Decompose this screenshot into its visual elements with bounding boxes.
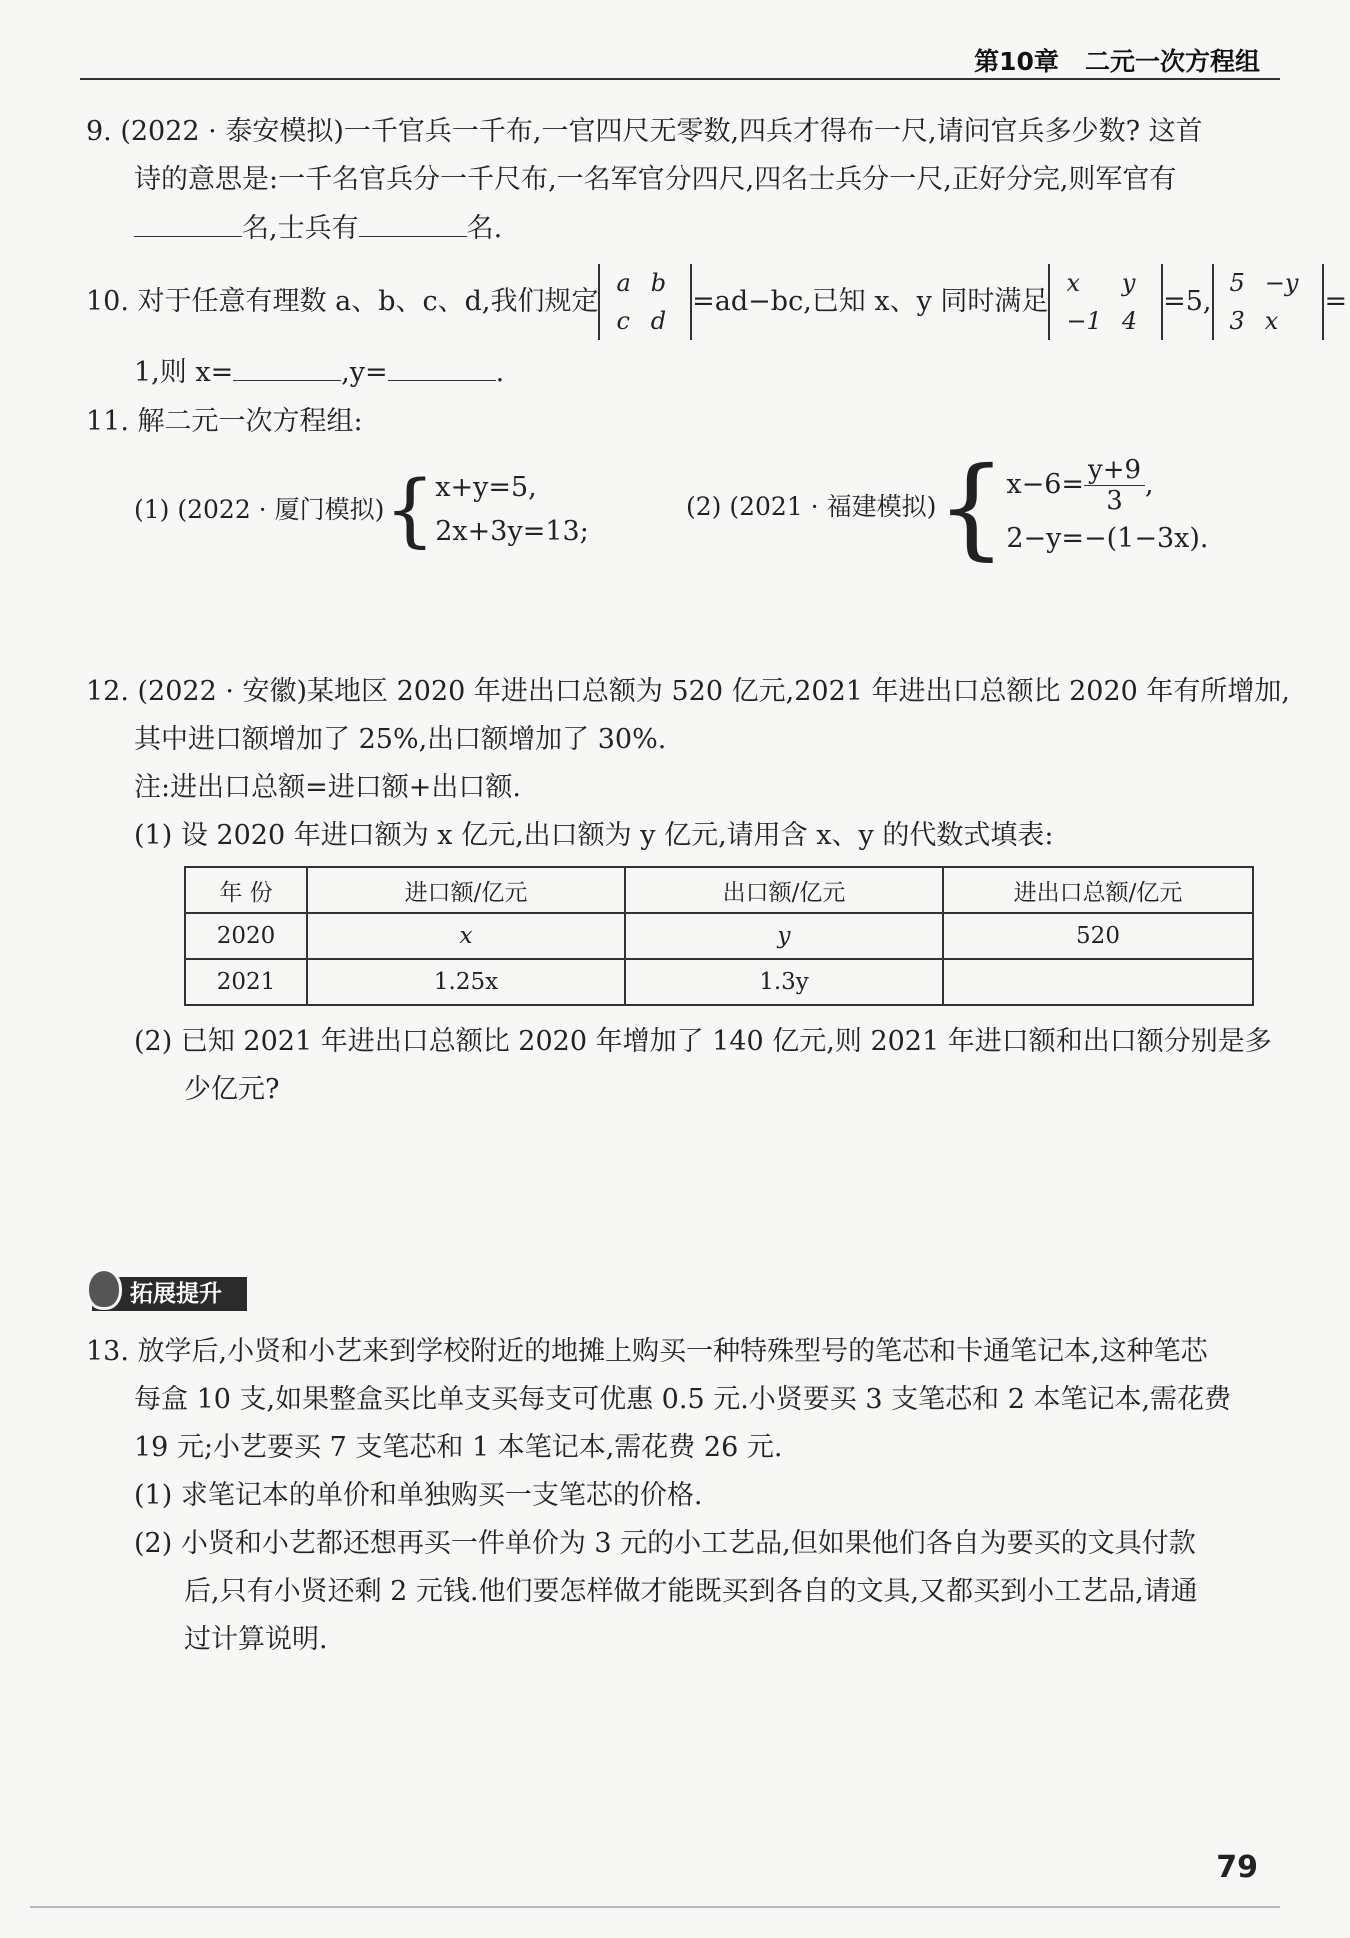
q12-part1: (1) 设 2020 年进口额为 x 亿元,出口额为 y 亿元,请用含 x、y 的代数式填表: <box>134 820 1054 851</box>
lightbulb-icon <box>86 1268 122 1310</box>
q11-part2 <box>686 443 1209 571</box>
table-header: 出口额/亿元 <box>625 867 943 913</box>
det-cell: x <box>1066 269 1080 297</box>
q9-line2: 诗的意思是:一千名官兵分一千尺布,一名军官分四尺,四名士兵分一尺,正好分完,则军官有 <box>134 164 1177 195</box>
determinant-1 <box>1048 264 1163 340</box>
det-cell: 5 <box>1229 269 1245 297</box>
det-cell: b <box>650 269 667 297</box>
table-cell: x <box>307 913 625 959</box>
equation: 2x+3y=13; <box>435 516 589 547</box>
y-answer-blank[interactable] <box>388 352 496 381</box>
q13-line3: 19 元;小艺要买 7 支笔芯和 1 本笔记本,需花费 26 元. <box>134 1432 783 1463</box>
q9-end-text: 名. <box>466 213 503 244</box>
q9-line1: 9. (2022 · 泰安模拟)一千官兵一千布,一官四尺无零数,四兵才得布一尺,请问官兵多少数? 这首 <box>86 116 1203 147</box>
q10-m2-rhs: = <box>1324 286 1348 317</box>
fraction <box>1084 455 1145 516</box>
x-answer-blank[interactable] <box>233 352 341 381</box>
fraction-numerator: y+9 <box>1084 455 1145 486</box>
q13-line1: 13. 放学后,小贤和小艺来到学校附近的地摊上购买一种特殊型号的笔芯和卡通笔记本,这种笔芯 <box>86 1336 1208 1367</box>
det-cell: 3 <box>1229 307 1245 335</box>
fraction-denominator: 3 <box>1106 485 1123 516</box>
q12-part2-line2: 少亿元? <box>184 1074 280 1105</box>
q10-prefix: 10. 对于任意有理数 a、b、c、d,我们规定 <box>86 286 599 317</box>
header-rule <box>80 78 1280 80</box>
q13-part1: (1) 求笔记本的单价和单独购买一支笔芯的价格. <box>134 1480 703 1511</box>
q10-def-rhs: =ad−bc,已知 x、y 同时满足 <box>692 286 1049 317</box>
table-header-row <box>185 867 1253 913</box>
q12-part2-line1: (2) 已知 2021 年进出口总额比 2020 年增加了 140 亿元,则 2021 年进口额和出口额分别是多 <box>134 1026 1272 1057</box>
equation: x+y=5, <box>435 472 537 503</box>
brace-icon: { <box>936 443 1007 571</box>
table-cell: 2021 <box>185 959 307 1005</box>
equation: 2−y=−(1−3x). <box>1006 523 1209 554</box>
det-cell: x <box>1264 307 1279 335</box>
q11-p1-label: (1) (2022 · 厦门模拟) <box>134 495 385 524</box>
section-label: 拓展提升 <box>92 1277 247 1311</box>
q10-m1-rhs: =5, <box>1163 286 1212 317</box>
det-cell: a <box>616 269 631 297</box>
q11-p2-label: (2) (2021 · 福建模拟) <box>686 492 937 521</box>
answer-blank[interactable] <box>134 208 242 237</box>
q10-period: . <box>495 357 505 388</box>
det-cell: d <box>650 307 667 335</box>
brace-icon: { <box>384 463 436 556</box>
table-cell-answer[interactable] <box>943 959 1253 1005</box>
q11-part1 <box>134 463 589 556</box>
determinant-definition <box>598 264 692 340</box>
table-cell: 1.25x <box>307 959 625 1005</box>
eq-tail: , <box>1145 469 1154 500</box>
det-cell: 4 <box>1121 307 1138 335</box>
table-row <box>185 959 1253 1005</box>
q12-line2: 其中进口额增加了 25%,出口额增加了 30%. <box>134 724 667 755</box>
det-cell: c <box>616 307 630 335</box>
q11-p2-system <box>1006 453 1208 561</box>
data-table <box>184 866 1254 1006</box>
q9-mid-text: 名,士兵有 <box>242 213 359 244</box>
q12-note: 注:进出口总额=进口额+出口额. <box>134 772 521 803</box>
table-cell: y <box>625 913 943 959</box>
q13-line2: 每盒 10 支,如果整盒买比单支买每支可优惠 0.5 元.小贤要买 3 支笔芯和 2 本笔记本,需花费 <box>134 1384 1232 1415</box>
determinant-2 <box>1212 264 1325 340</box>
q11-title: 11. 解二元一次方程组: <box>86 406 363 437</box>
det-cell: −y <box>1264 269 1299 297</box>
chapter-number: 第10章 <box>974 47 1059 76</box>
q10-line2 <box>134 352 504 393</box>
det-cell: y <box>1121 269 1136 297</box>
table-cell: 520 <box>943 913 1253 959</box>
q10-x-label: 1,则 x= <box>134 357 234 388</box>
q10-line1 <box>86 262 1347 342</box>
answer-blank[interactable] <box>359 208 467 237</box>
eq-left: x−6= <box>1006 469 1084 500</box>
q9-line3 <box>134 208 502 249</box>
table-cell: 1.3y <box>625 959 943 1005</box>
equation <box>1006 453 1208 517</box>
table-row <box>185 913 1253 959</box>
q11-p1-system <box>435 466 589 554</box>
chapter-title: 二元一次方程组 <box>1084 47 1260 76</box>
q10-y-label: ,y= <box>341 357 388 388</box>
table-header: 进出口总额/亿元 <box>943 867 1253 913</box>
q13-part2-line2: 后,只有小贤还剩 2 元钱.他们要怎样做才能既买到各自的文具,又都买到小工艺品,请通 <box>184 1576 1198 1607</box>
q13-part2-line1: (2) 小贤和小艺都还想再买一件单价为 3 元的小工艺品,但如果他们各自为要买的文具付款 <box>134 1528 1196 1559</box>
chapter-header <box>974 42 1260 78</box>
footer-rule <box>30 1906 1280 1908</box>
page-number: 79 <box>1216 1850 1258 1885</box>
q13-part2-line3: 过计算说明. <box>184 1624 328 1655</box>
table-header: 进口额/亿元 <box>307 867 625 913</box>
q12-line1: 12. (2022 · 安徽)某地区 2020 年进出口总额为 520 亿元,2021 年进出口总额比 2020 年有所增加, <box>86 676 1290 707</box>
table-cell: 2020 <box>185 913 307 959</box>
table-header: 年 份 <box>185 867 307 913</box>
det-cell: −1 <box>1066 307 1102 335</box>
